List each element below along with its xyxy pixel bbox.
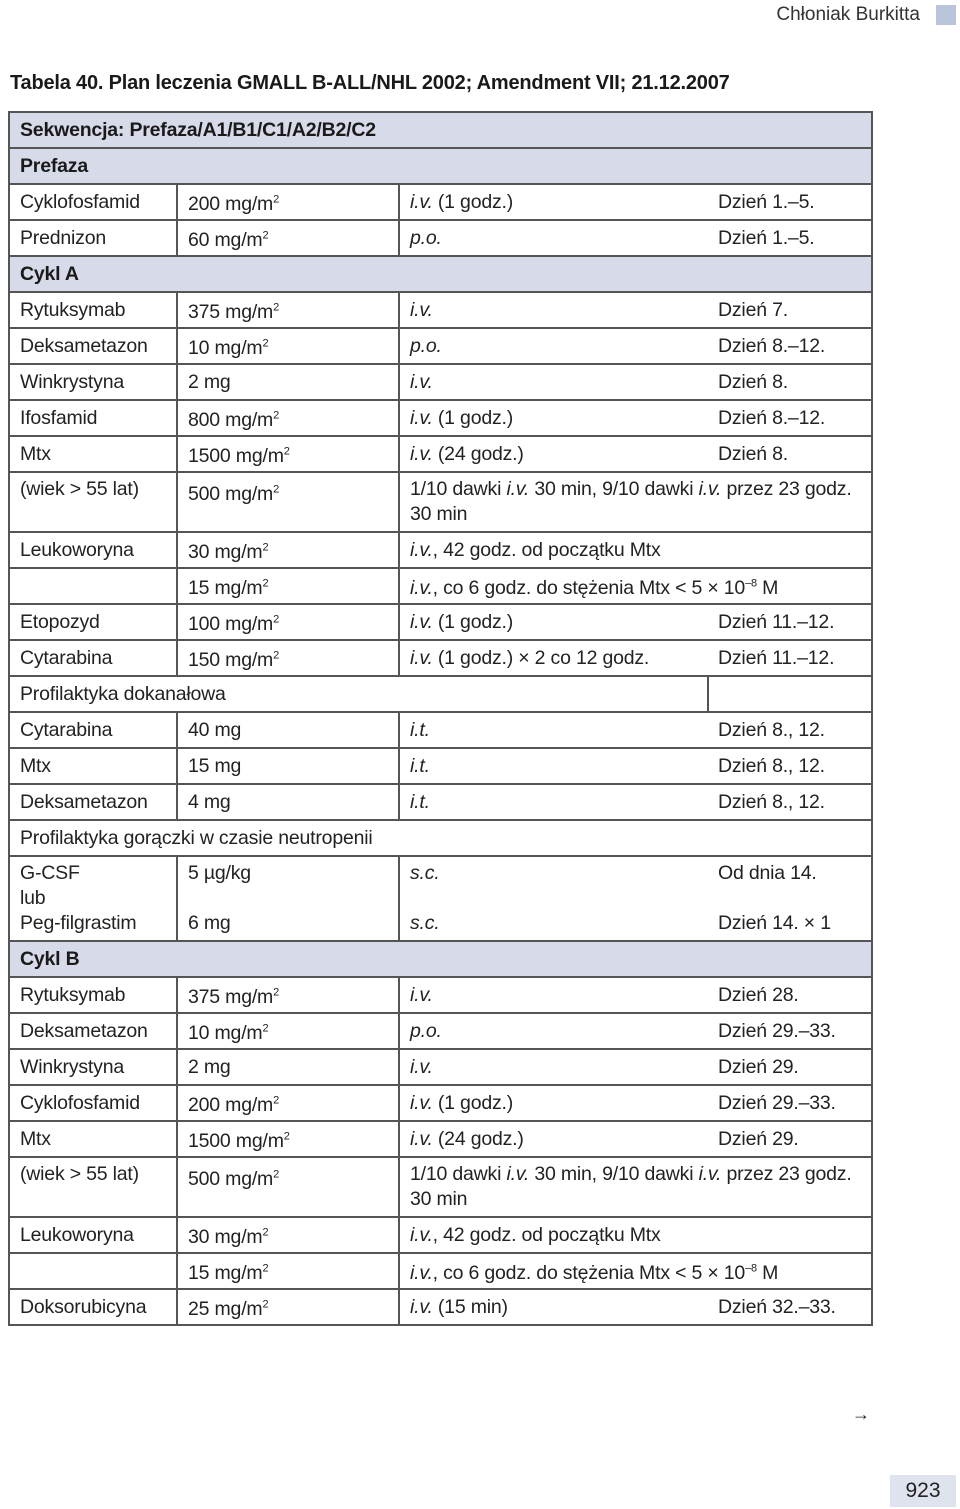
route-cell — [399, 532, 872, 568]
route-cell-text: p.o. — [410, 1019, 442, 1042]
dose-cell-text: 60 $mg/m^2$ — [188, 228, 269, 251]
table-row — [9, 364, 872, 400]
drug-cell-text: Rytuksymab — [20, 983, 126, 1006]
dose-cell-text: 30 $mg/m^2$ — [188, 1225, 269, 1248]
route-cell — [399, 640, 708, 676]
day-cell-text: Dzień 11.–12. — [718, 610, 835, 633]
cykl-b-row-label — [9, 941, 872, 977]
drug-cell-text: (wiek > 55 lat) — [20, 478, 139, 500]
cykl-b-row — [9, 941, 872, 977]
dose-cell — [177, 1289, 399, 1325]
day-cell — [708, 784, 872, 820]
drug-cell — [9, 1289, 177, 1325]
dose-cell-text: 2 mg — [188, 1055, 231, 1078]
drug-cell-text: Deksametazon — [20, 1019, 148, 1042]
drug-cell-text: Etopozyd — [20, 610, 100, 633]
route-cell — [399, 472, 872, 532]
table-row — [9, 977, 872, 1013]
route-cell — [399, 712, 708, 748]
day-cell-text: Dzień 1.–5. — [718, 190, 815, 213]
dose-cell-text: 200 $mg/m^2$ — [188, 1093, 280, 1116]
dose-cell-text: 375 $mg/m^2$ — [188, 300, 280, 323]
intrathecal-label-text: Profilaktyka dokanałowa — [20, 682, 226, 705]
route-cell-text: i.t. — [410, 718, 430, 741]
route-cell-text: i.v. (1 godz.) — [410, 190, 514, 213]
drug-cell-line: lub — [20, 887, 46, 909]
dose-cell — [177, 1253, 399, 1289]
fever-row — [9, 820, 872, 856]
day-cell — [708, 1049, 872, 1085]
day-cell — [708, 712, 872, 748]
route-cell-text: i.v. (1 godz.) — [410, 406, 514, 429]
route-cell-text: i.v. — [410, 370, 433, 393]
route-cell-text: i.v. — [410, 1055, 433, 1078]
table-caption: Tabela 40. Plan leczenia GMALL B-ALL/NHL 2002; Amendment VII; 21.12.2007 — [10, 72, 730, 94]
route-cell-text: i.v., 42 godz. od początku Mtx — [410, 538, 661, 561]
table-row — [9, 292, 872, 328]
dose-cell — [177, 1049, 399, 1085]
day-cell-text: Dzień 8.–12. — [718, 406, 826, 429]
empty-cell — [708, 676, 872, 712]
route-cell — [399, 1157, 872, 1217]
dose-cell — [177, 472, 399, 532]
drug-cell — [9, 364, 177, 400]
dose-cell-text: 500 $mg/m^2$ — [188, 482, 280, 505]
route-cell-line: s.c. — [410, 862, 440, 884]
drug-cell — [9, 784, 177, 820]
drug-cell — [9, 1013, 177, 1049]
dose-cell-text: 500 $mg/m^2$ — [188, 1167, 280, 1190]
prefaza-row — [9, 148, 872, 184]
dose-cell — [177, 977, 399, 1013]
cykl-b-row-label-text: Cykl B — [20, 947, 80, 970]
drug-cell-text: Cyklofosfamid — [20, 1091, 140, 1114]
dose-cell-text: 10 $mg/m^2$ — [188, 336, 269, 359]
day-cell-line: Od dnia 14. — [718, 862, 817, 884]
fever-row-label-text: Profilaktyka gorączki w czasie neutropenii — [20, 826, 373, 849]
dose-cell — [177, 532, 399, 568]
drug-cell — [9, 748, 177, 784]
continued-arrow-icon: → — [852, 1404, 870, 1424]
dose-cell-line — [188, 886, 388, 911]
table-row — [9, 1049, 872, 1085]
table-row — [9, 1013, 872, 1049]
drug-cell-text: Cytarabina — [20, 718, 113, 741]
dose-cell — [177, 220, 399, 256]
table-row — [9, 1289, 872, 1325]
day-cell — [708, 292, 872, 328]
route-cell — [399, 856, 708, 941]
day-cell — [708, 748, 872, 784]
dose-cell — [177, 184, 399, 220]
running-header — [776, 4, 956, 26]
table-row — [9, 1085, 872, 1121]
day-cell — [708, 604, 872, 640]
dose-cell — [177, 604, 399, 640]
day-cell-text: Dzień 8. — [718, 442, 788, 465]
cykl-a-row-label — [9, 256, 872, 292]
day-cell-text: Dzień 8.–12. — [718, 334, 826, 357]
drug-cell — [9, 472, 177, 532]
day-cell — [708, 977, 872, 1013]
route-cell-text: 1/10 dawki i.v. 30 min, 9/10 dawki i.v. przez 23 godz. 30 min — [410, 478, 852, 525]
route-cell — [399, 292, 708, 328]
route-cell-text: i.v. (1 godz.) — [410, 610, 514, 633]
route-cell — [399, 1253, 872, 1289]
dose-cell-text: 2 mg — [188, 370, 231, 393]
route-cell-line — [410, 886, 698, 911]
dose-cell-text: 15 $mg/m^2$ — [188, 1261, 269, 1284]
drug-cell-text: Prednizon — [20, 226, 107, 249]
route-cell — [399, 400, 708, 436]
route-cell-text: 1/10 dawki i.v. 30 min, 9/10 dawki i.v. przez 23 godz. 30 min — [410, 1163, 852, 1210]
drug-cell — [9, 220, 177, 256]
route-cell-text: i.v. (1 godz.) — [410, 1091, 514, 1114]
dose-cell-text: 25 $mg/m^2$ — [188, 1297, 269, 1320]
route-cell — [399, 1289, 708, 1325]
dose-cell-line: 6 mg — [188, 912, 231, 934]
drug-cell-text: Deksametazon — [20, 334, 148, 357]
drug-cell — [9, 328, 177, 364]
dose-cell — [177, 856, 399, 941]
route-cell — [399, 1217, 872, 1253]
dose-cell-text: 15 $mg/m^2$ — [188, 576, 269, 599]
route-cell — [399, 220, 708, 256]
route-cell — [399, 604, 708, 640]
drug-cell — [9, 568, 177, 604]
day-cell — [708, 220, 872, 256]
day-cell-text: Dzień 11.–12. — [718, 646, 835, 669]
dose-cell — [177, 748, 399, 784]
dose-cell — [177, 436, 399, 472]
day-cell — [708, 1121, 872, 1157]
day-cell — [708, 184, 872, 220]
day-cell-text: Dzień 7. — [718, 298, 788, 321]
drug-cell-text: Mtx — [20, 1127, 51, 1150]
day-cell-line: Dzień 14. × 1 — [718, 912, 831, 934]
day-cell — [708, 364, 872, 400]
day-cell — [708, 856, 872, 941]
drug-cell — [9, 977, 177, 1013]
table-row — [9, 472, 872, 532]
dose-cell — [177, 328, 399, 364]
dose-cell — [177, 400, 399, 436]
route-cell — [399, 977, 708, 1013]
dose-cell — [177, 712, 399, 748]
drug-cell-text: Mtx — [20, 754, 51, 777]
route-cell — [399, 784, 708, 820]
dose-cell-text: 4 mg — [188, 790, 231, 813]
route-cell — [399, 568, 872, 604]
day-cell — [708, 400, 872, 436]
table-row — [9, 1217, 872, 1253]
day-cell-text: Dzień 29.–33. — [718, 1019, 836, 1042]
table-row — [9, 856, 872, 941]
table-row — [9, 184, 872, 220]
route-cell — [399, 184, 708, 220]
day-cell-text: Dzień 8., 12. — [718, 718, 825, 741]
day-cell-text: Dzień 29. — [718, 1055, 799, 1078]
dose-cell — [177, 1217, 399, 1253]
table-row — [9, 1121, 872, 1157]
day-cell-text: Dzień 8. — [718, 370, 788, 393]
route-cell-text: i.v., co 6 godz. do stężenia Mtx < $5 \times 10^{-8}$ M — [410, 576, 779, 599]
drug-cell — [9, 712, 177, 748]
route-cell-text: i.v. (1 godz.) × 2 co 12 godz. — [410, 646, 650, 669]
prefaza-row-label — [9, 148, 872, 184]
drug-cell-line: Peg-filgrastim — [20, 912, 137, 934]
dose-cell-text: 30 $mg/m^2$ — [188, 540, 269, 563]
dose-cell — [177, 1013, 399, 1049]
table-row — [9, 400, 872, 436]
drug-cell — [9, 400, 177, 436]
route-cell-line: s.c. — [410, 912, 440, 934]
cykl-a-row-label-text: Cykl A — [20, 262, 79, 285]
route-cell — [399, 328, 708, 364]
route-cell-text: i.t. — [410, 790, 430, 813]
drug-cell — [9, 1049, 177, 1085]
table-row — [9, 604, 872, 640]
sequence-row-label — [9, 112, 872, 148]
drug-cell-text: Doksorubicyna — [20, 1295, 147, 1318]
running-title: Chłoniak Burkitta — [776, 4, 920, 25]
route-cell-text: p.o. — [410, 334, 442, 357]
sequence-row — [9, 112, 872, 148]
drug-cell-line: G-CSF — [20, 862, 80, 884]
drug-cell-text: Cytarabina — [20, 646, 113, 669]
route-cell-text: i.v. — [410, 298, 433, 321]
drug-cell-text: Winkrystyna — [20, 370, 124, 393]
drug-cell-text: Ifosfamid — [20, 406, 98, 429]
route-cell-text: i.v., 42 godz. od początku Mtx — [410, 1223, 661, 1246]
drug-cell-text: Deksametazon — [20, 790, 148, 813]
table-row — [9, 784, 872, 820]
day-cell-text: Dzień 8., 12. — [718, 790, 825, 813]
cykl-a-row — [9, 256, 872, 292]
table-row — [9, 328, 872, 364]
day-cell-text: Dzień 1.–5. — [718, 226, 815, 249]
route-cell-text: i.v. — [410, 983, 433, 1006]
dose-cell — [177, 292, 399, 328]
drug-cell-text: Leukoworyna — [20, 538, 134, 561]
day-cell — [708, 1085, 872, 1121]
dose-cell-text: 15 mg — [188, 754, 242, 777]
header-square-icon — [936, 5, 956, 25]
drug-cell — [9, 856, 177, 941]
intrathecal-label — [9, 676, 708, 712]
drug-cell — [9, 1121, 177, 1157]
dose-cell-text: 150 $mg/m^2$ — [188, 648, 280, 671]
route-cell-text: p.o. — [410, 226, 442, 249]
day-cell — [708, 436, 872, 472]
drug-cell-text: (wiek > 55 lat) — [20, 1163, 139, 1185]
route-cell — [399, 364, 708, 400]
route-cell — [399, 1049, 708, 1085]
dose-cell — [177, 364, 399, 400]
route-cell — [399, 436, 708, 472]
drug-cell — [9, 1085, 177, 1121]
route-cell — [399, 1013, 708, 1049]
day-cell-text: Dzień 29.–33. — [718, 1091, 836, 1114]
table-row — [9, 712, 872, 748]
table-row — [9, 436, 872, 472]
day-cell-text: Dzień 8., 12. — [718, 754, 825, 777]
drug-cell — [9, 1253, 177, 1289]
dose-cell — [177, 1157, 399, 1217]
route-cell-text: i.v. (15 min) — [410, 1295, 508, 1318]
table-row — [9, 640, 872, 676]
prefaza-row-label-text: Prefaza — [20, 154, 88, 177]
day-cell — [708, 1289, 872, 1325]
table-row — [9, 1253, 872, 1289]
dose-cell-text: 100 $mg/m^2$ — [188, 612, 280, 635]
drug-cell-text: Winkrystyna — [20, 1055, 124, 1078]
table-row — [9, 1157, 872, 1217]
dose-cell — [177, 784, 399, 820]
dose-cell-text: 10 $mg/m^2$ — [188, 1021, 269, 1044]
dose-cell — [177, 640, 399, 676]
drug-cell-text: Mtx — [20, 442, 51, 465]
drug-cell — [9, 292, 177, 328]
drug-cell — [9, 1157, 177, 1217]
table-row — [9, 748, 872, 784]
dose-cell-line: 5 µg/kg — [188, 862, 251, 884]
route-cell — [399, 1121, 708, 1157]
sequence-row-label-text: Sekwencja: Prefaza/A1/B1/C1/A2/B2/C2 — [20, 118, 376, 141]
dose-cell-text: 40 mg — [188, 718, 242, 741]
intrathecal-row — [9, 676, 872, 712]
table-row — [9, 532, 872, 568]
route-cell — [399, 1085, 708, 1121]
route-cell-text: i.t. — [410, 754, 430, 777]
day-cell — [708, 328, 872, 364]
dose-cell-text: 800 $mg/m^2$ — [188, 408, 280, 431]
fever-row-label — [9, 820, 872, 856]
drug-cell — [9, 604, 177, 640]
dose-cell-text: 1500 $mg/m^2$ — [188, 444, 290, 467]
drug-cell — [9, 184, 177, 220]
route-cell-text: i.v. (24 godz.) — [410, 1127, 524, 1150]
table-row — [9, 220, 872, 256]
drug-cell-text: Cyklofosfamid — [20, 190, 140, 213]
day-cell-line — [718, 886, 861, 911]
drug-cell-text: Rytuksymab — [20, 298, 126, 321]
drug-cell-text: Leukoworyna — [20, 1223, 134, 1246]
drug-cell — [9, 532, 177, 568]
dose-cell — [177, 1085, 399, 1121]
dose-cell-text: 200 $mg/m^2$ — [188, 192, 280, 215]
drug-cell — [9, 640, 177, 676]
drug-cell — [9, 436, 177, 472]
dose-cell-text: 375 $mg/m^2$ — [188, 985, 280, 1008]
day-cell — [708, 1013, 872, 1049]
day-cell-text: Dzień 32.–33. — [718, 1295, 836, 1318]
page-number: 923 — [890, 1475, 956, 1507]
day-cell-text: Dzień 29. — [718, 1127, 799, 1150]
route-cell — [399, 748, 708, 784]
day-cell-text: Dzień 28. — [718, 983, 799, 1006]
treatment-plan-table — [8, 111, 873, 1326]
dose-cell — [177, 568, 399, 604]
dose-cell-text: 1500 $mg/m^2$ — [188, 1129, 290, 1152]
route-cell-text: i.v. (24 godz.) — [410, 442, 524, 465]
route-cell-text: i.v., co 6 godz. do stężenia Mtx < $5 \times 10^{-8}$ M — [410, 1261, 779, 1284]
dose-cell — [177, 1121, 399, 1157]
day-cell — [708, 640, 872, 676]
drug-cell — [9, 1217, 177, 1253]
table-row — [9, 568, 872, 604]
